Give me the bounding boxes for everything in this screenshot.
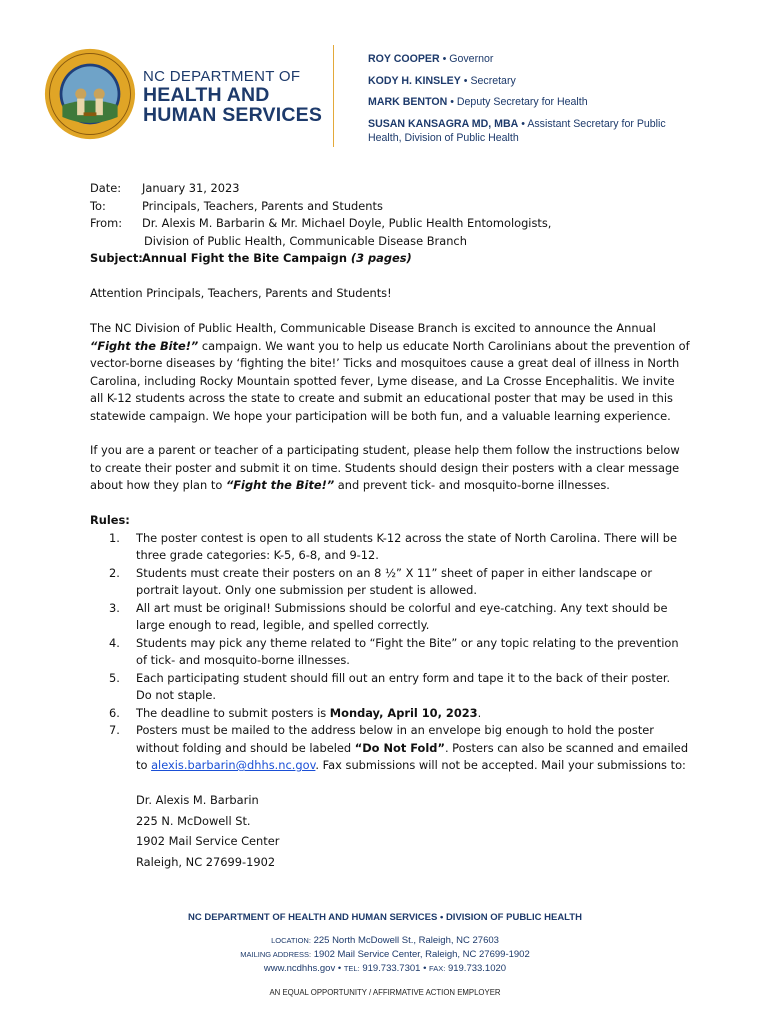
greeting: Attention Principals, Teachers, Parents and Students!: [90, 286, 392, 300]
mailing-address: [136, 790, 279, 872]
officers-list: [368, 52, 698, 152]
memo-from: Dr. Alexis M. Barbarin & Mr. Michael Doyle, Public Health Entomologists,: [142, 216, 552, 230]
rules-heading: Rules:: [90, 513, 130, 527]
rule-item: 4. Students may pick any theme related to “Fight the Bite” or any topic relating to the prevention of tick- and mosquito-borne illnesses.: [109, 635, 679, 667]
rule-item: 6. The deadline to submit posters is Monday, April 10, 2023.: [109, 705, 482, 720]
department-name: [143, 68, 322, 125]
intro-paragraph: The NC Division of Public Health, Communicable Disease Branch is excited to announce the Annual “Fight the Bite!” campaign. We want you to help us educate North Carolinians about the prevention of vector-borne diseases by ‘fighting the bite!’ Ticks and mosquitoes cause a great deal of illness in North Carolina, including Rocky Mountain spotted fever, Lyme disease, and La Crosse Encephalitis. We invite all K-12 students across the state to create and submit an educational poster that may be used in this statewide campaign. We hope your participation will be both fun, and a valuable learning experience.: [90, 321, 690, 423]
rule-item: 5. Each participating student should fill out an entry form and tape it to the back of their poster. Do not staple.: [109, 670, 671, 702]
dept-line-2: HEALTH AND: [143, 84, 270, 106]
from-label: From:: [90, 216, 123, 230]
date-label: Date:: [90, 181, 122, 195]
footer-eeo: AN EQUAL OPPORTUNITY / AFFIRMATIVE ACTION EMPLOYER: [269, 988, 501, 997]
rule-item: 3. All art must be original! Submissions should be colorful and eye-catching. Any text should be large enough to read, legible, and spelled correctly.: [109, 600, 668, 632]
memo-subject: Subject: Annual Fight the Bite Campaign (3 pages): [90, 251, 412, 265]
memo-to: Principals, Teachers, Parents and Students: [142, 198, 383, 213]
instructions-paragraph: If you are a parent or teacher of a participating student, please help them follow the instructions below to create their poster and submit it on time. Students should design their posters with a clear message about how they plan to “Fight the Bite!” and prevent tick- and mosquito-borne illnesses.: [90, 443, 680, 492]
rule-item: 1. The poster contest is open to all students K-12 across the state of North Carolina. There will be three grade categories: K-5, 6-8, and 9-12.: [109, 530, 678, 562]
footer: [0, 912, 770, 997]
address-city: Raleigh, NC 27699-1902: [136, 854, 276, 869]
officer-secretary: KODY H. KINSLEY • Secretary: [368, 74, 516, 87]
memo-date: January 31, 2023: [142, 181, 240, 195]
rule-item: 2. Students must create their posters on an 8 ½” X 11” sheet of paper in either landscape or portrait layout. Only one submission per student is allowed.: [109, 565, 653, 597]
memo-header: [90, 180, 551, 268]
address-msc: 1902 Mail Service Center: [136, 834, 280, 848]
address-street: 225 N. McDowell St.: [136, 813, 251, 828]
footer-mailing: MAILING ADDRESS: 1902 Mail Service Center, Raleigh, NC 27699-1902: [240, 949, 530, 960]
footer-website[interactable]: www.ncdhhs.gov: [263, 963, 336, 974]
to-label: To:: [90, 198, 106, 213]
address-name: Dr. Alexis M. Barbarin: [136, 793, 259, 807]
dept-line-1: NC DEPARTMENT OF: [143, 68, 301, 85]
rules-list: [90, 530, 690, 775]
dept-line-3: HUMAN SERVICES: [143, 104, 323, 126]
officer-governor: ROY COOPER • Governor: [368, 53, 494, 65]
rule-item: 7. Posters must be mailed to the address below in an envelope big enough to hold the poster without folding and should be labeled “Do Not Fold”. Posters can also be scanned and emailed to alexis.barbarin@dhhs.nc.gov. Fax submissions will not be accepted. Mail your submissions to:: [109, 723, 689, 772]
officer-assistant-secretary: SUSAN KANSAGRA MD, MBA • Assistant Secretary for Public Health, Division of Public Health: [368, 117, 666, 144]
letterhead-divider: [333, 45, 334, 147]
nc-state-seal-icon: [44, 48, 136, 140]
email-link[interactable]: alexis.barbarin@dhhs.nc.gov: [151, 758, 316, 772]
footer-contact: www.ncdhhs.gov • TEL: 919.733.7301 • FAX: 919.733.1020: [263, 963, 507, 974]
rules-section: [90, 512, 690, 775]
memo-from-line-2: Division of Public Health, Communicable Disease Branch: [144, 233, 467, 248]
officer-deputy-secretary: MARK BENTON • Deputy Secretary for Health: [368, 96, 588, 108]
footer-org: NC DEPARTMENT OF HEALTH AND HUMAN SERVICES • DIVISION OF PUBLIC HEALTH: [188, 912, 582, 923]
footer-location: LOCATION: 225 North McDowell St., Raleigh, NC 27603: [271, 935, 499, 946]
